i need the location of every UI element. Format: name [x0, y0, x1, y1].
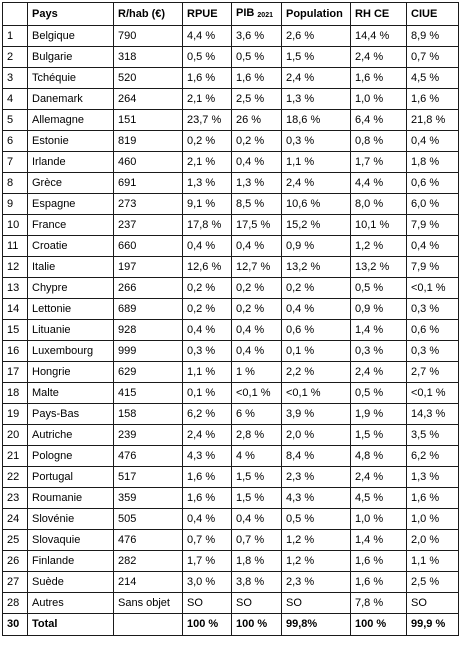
table-row [3, 383, 459, 404]
cell-rhce: 1,6 % [351, 68, 407, 89]
table-body [3, 26, 459, 636]
cell-rhce: 1,7 % [351, 152, 407, 173]
cell-rpue: 0,2 % [183, 299, 232, 320]
cell-ciue: 14,3 % [407, 404, 459, 425]
cell-index: 20 [3, 425, 28, 446]
cell-rhab: 476 [114, 446, 183, 467]
cell-pays: Portugal [28, 467, 114, 488]
cell-ciue: 6,2 % [407, 446, 459, 467]
cell-pays: Croatie [28, 236, 114, 257]
cell-pays: Lettonie [28, 299, 114, 320]
cell-pib: 1,5 % [232, 467, 282, 488]
cell-index: 2 [3, 47, 28, 68]
cell-rhab: 158 [114, 404, 183, 425]
table-row [3, 236, 459, 257]
cell-population: 2,4 % [282, 68, 351, 89]
cell-pays: Pays-Bas [28, 404, 114, 425]
cell-pays: Danemark [28, 89, 114, 110]
cell-rhce: 1,0 % [351, 89, 407, 110]
cell-pib: 17,5 % [232, 215, 282, 236]
cell-rpue: 12,6 % [183, 257, 232, 278]
cell-ciue: 0,4 % [407, 131, 459, 152]
header-population: Population [282, 3, 351, 26]
cell-pib: 6 % [232, 404, 282, 425]
cell-ciue: 2,7 % [407, 362, 459, 383]
cell-pib: 1,6 % [232, 68, 282, 89]
cell-rpue: 1,6 % [183, 467, 232, 488]
cell-rpue: 1,7 % [183, 551, 232, 572]
table-row [3, 446, 459, 467]
header-pib-year: 2021 [257, 12, 273, 19]
cell-pib: 0,2 % [232, 278, 282, 299]
cell-rhce: 4,5 % [351, 488, 407, 509]
cell-pib: 4 % [232, 446, 282, 467]
cell-index: 12 [3, 257, 28, 278]
table-row [3, 341, 459, 362]
cell-ciue: 1,8 % [407, 152, 459, 173]
header-row [3, 3, 459, 26]
table-row [3, 152, 459, 173]
cell-rhab: 520 [114, 68, 183, 89]
total-cell-rhce: 100 % [351, 614, 407, 636]
total-cell-rhab [114, 614, 183, 636]
cell-pays: Grèce [28, 173, 114, 194]
total-cell-pib: 100 % [232, 614, 282, 636]
cell-rhce: 8,0 % [351, 194, 407, 215]
cell-rhce: 2,4 % [351, 467, 407, 488]
cell-rhab: 318 [114, 47, 183, 68]
cell-pib: 8,5 % [232, 194, 282, 215]
cell-index: 22 [3, 467, 28, 488]
cell-rhce: 4,8 % [351, 446, 407, 467]
cell-ciue: 6,0 % [407, 194, 459, 215]
cell-rpue: 9,1 % [183, 194, 232, 215]
cell-population: 2,2 % [282, 362, 351, 383]
cell-rhce: 0,5 % [351, 278, 407, 299]
cell-pays: Malte [28, 383, 114, 404]
cell-ciue: 2,0 % [407, 530, 459, 551]
cell-rhce: 1,0 % [351, 509, 407, 530]
cell-population: 1,2 % [282, 551, 351, 572]
cell-rhab: 629 [114, 362, 183, 383]
cell-pib: 0,4 % [232, 509, 282, 530]
cell-pib: 0,4 % [232, 236, 282, 257]
total-row [3, 614, 459, 636]
cell-index: 10 [3, 215, 28, 236]
cell-rhab: 197 [114, 257, 183, 278]
cell-rpue: 4,3 % [183, 446, 232, 467]
cell-rhce: 2,4 % [351, 362, 407, 383]
total-cell-pays: Total [28, 614, 114, 636]
header-pib-label: PIB [236, 7, 255, 19]
cell-index: 14 [3, 299, 28, 320]
cell-rhab: 819 [114, 131, 183, 152]
cell-rpue: 3,0 % [183, 572, 232, 593]
cell-pays: Slovénie [28, 509, 114, 530]
cell-pays: Estonie [28, 131, 114, 152]
cell-pib: 26 % [232, 110, 282, 131]
cell-pib: <0,1 % [232, 383, 282, 404]
cell-rhce: 0,3 % [351, 341, 407, 362]
cell-index: 8 [3, 173, 28, 194]
cell-population: 2,3 % [282, 467, 351, 488]
cell-pays: Slovaquie [28, 530, 114, 551]
cell-rhab: Sans objet [114, 593, 183, 614]
cell-index: 21 [3, 446, 28, 467]
header-rhce: RH CE [351, 3, 407, 26]
table-wrapper [2, 2, 459, 636]
cell-ciue: <0,1 % [407, 383, 459, 404]
cell-rhab: 239 [114, 425, 183, 446]
cell-population: 2,6 % [282, 26, 351, 47]
table-row [3, 110, 459, 131]
table-row [3, 320, 459, 341]
cell-pays: Luxembourg [28, 341, 114, 362]
cell-index: 26 [3, 551, 28, 572]
cell-population: 18,6 % [282, 110, 351, 131]
cell-rhab: 237 [114, 215, 183, 236]
cell-population: 13,2 % [282, 257, 351, 278]
cell-index: 13 [3, 278, 28, 299]
cell-pays: France [28, 215, 114, 236]
table-row [3, 173, 459, 194]
cell-ciue: <0,1 % [407, 278, 459, 299]
table-row [3, 299, 459, 320]
cell-ciue: 1,0 % [407, 509, 459, 530]
cell-pib: 1,5 % [232, 488, 282, 509]
cell-ciue: 7,9 % [407, 215, 459, 236]
cell-pays: Finlande [28, 551, 114, 572]
cell-pays: Bulgarie [28, 47, 114, 68]
cell-rpue: 1,6 % [183, 488, 232, 509]
cell-ciue: 0,6 % [407, 173, 459, 194]
table-row [3, 467, 459, 488]
cell-population: SO [282, 593, 351, 614]
table-row [3, 404, 459, 425]
table-row [3, 215, 459, 236]
cell-rhce: 0,8 % [351, 131, 407, 152]
cell-ciue: 0,7 % [407, 47, 459, 68]
cell-ciue: 1,6 % [407, 89, 459, 110]
cell-rhab: 505 [114, 509, 183, 530]
header-ciue: CIUE [407, 3, 459, 26]
cell-ciue: 2,5 % [407, 572, 459, 593]
cell-pays: Suède [28, 572, 114, 593]
cell-pib: 2,5 % [232, 89, 282, 110]
cell-index: 16 [3, 341, 28, 362]
cell-pib: 1,3 % [232, 173, 282, 194]
table-row [3, 425, 459, 446]
cell-pib: 12,7 % [232, 257, 282, 278]
cell-rhce: 1,4 % [351, 530, 407, 551]
cell-rhab: 928 [114, 320, 183, 341]
table-row [3, 572, 459, 593]
cell-pays: Irlande [28, 152, 114, 173]
table-row [3, 593, 459, 614]
cell-population: 3,9 % [282, 404, 351, 425]
total-cell-population: 99,8% [282, 614, 351, 636]
table-row [3, 551, 459, 572]
cell-index: 3 [3, 68, 28, 89]
cell-pays: Allemagne [28, 110, 114, 131]
cell-ciue: 1,3 % [407, 467, 459, 488]
cell-rpue: 23,7 % [183, 110, 232, 131]
cell-population: 1,5 % [282, 47, 351, 68]
cell-rpue: 0,7 % [183, 530, 232, 551]
cell-ciue: 8,9 % [407, 26, 459, 47]
header-index [3, 3, 28, 26]
cell-rpue: 0,5 % [183, 47, 232, 68]
total-cell-rpue: 100 % [183, 614, 232, 636]
cell-population: 0,5 % [282, 509, 351, 530]
cell-rhab: 264 [114, 89, 183, 110]
table-row [3, 47, 459, 68]
table-row [3, 26, 459, 47]
cell-rhce: 0,5 % [351, 383, 407, 404]
cell-ciue: 21,8 % [407, 110, 459, 131]
cell-ciue: 3,5 % [407, 425, 459, 446]
cell-rhab: 460 [114, 152, 183, 173]
table-row [3, 131, 459, 152]
cell-ciue: 7,9 % [407, 257, 459, 278]
cell-pib: 0,4 % [232, 152, 282, 173]
cell-pays: Italie [28, 257, 114, 278]
header-pib [232, 3, 282, 26]
table-row [3, 530, 459, 551]
cell-index: 28 [3, 593, 28, 614]
cell-population: 1,3 % [282, 89, 351, 110]
cell-index: 15 [3, 320, 28, 341]
cell-pays: Lituanie [28, 320, 114, 341]
table-row [3, 278, 459, 299]
eu-budget-table [2, 2, 459, 636]
cell-ciue: 0,3 % [407, 341, 459, 362]
cell-population: 10,6 % [282, 194, 351, 215]
cell-population: 2,3 % [282, 572, 351, 593]
cell-rpue: 2,1 % [183, 152, 232, 173]
cell-population: 1,1 % [282, 152, 351, 173]
cell-rhab: 689 [114, 299, 183, 320]
cell-pays: Belgique [28, 26, 114, 47]
cell-rhce: 10,1 % [351, 215, 407, 236]
cell-rpue: 1,1 % [183, 362, 232, 383]
cell-rhce: 14,4 % [351, 26, 407, 47]
cell-rpue: 0,4 % [183, 509, 232, 530]
cell-rhce: 13,2 % [351, 257, 407, 278]
table-row [3, 488, 459, 509]
table-row [3, 509, 459, 530]
cell-rhab: 517 [114, 467, 183, 488]
cell-population: 15,2 % [282, 215, 351, 236]
cell-ciue: 0,6 % [407, 320, 459, 341]
cell-rhce: 1,4 % [351, 320, 407, 341]
cell-index: 4 [3, 89, 28, 110]
cell-rhce: 1,6 % [351, 551, 407, 572]
cell-rpue: 4,4 % [183, 26, 232, 47]
cell-rpue: 17,8 % [183, 215, 232, 236]
cell-rpue: SO [183, 593, 232, 614]
cell-pib: SO [232, 593, 282, 614]
cell-rhab: 266 [114, 278, 183, 299]
cell-rpue: 0,1 % [183, 383, 232, 404]
header-rpue: RPUE [183, 3, 232, 26]
cell-rhab: 214 [114, 572, 183, 593]
cell-rhab: 415 [114, 383, 183, 404]
cell-population: 0,3 % [282, 131, 351, 152]
table-row [3, 194, 459, 215]
cell-pib: 2,8 % [232, 425, 282, 446]
cell-pib: 0,4 % [232, 320, 282, 341]
cell-rhce: 2,4 % [351, 47, 407, 68]
cell-ciue: 4,5 % [407, 68, 459, 89]
cell-pays: Tchéquie [28, 68, 114, 89]
cell-rhce: 1,2 % [351, 236, 407, 257]
cell-population: 0,2 % [282, 278, 351, 299]
cell-pib: 0,4 % [232, 341, 282, 362]
cell-population: 0,1 % [282, 341, 351, 362]
cell-population: 8,4 % [282, 446, 351, 467]
cell-rpue: 2,1 % [183, 89, 232, 110]
header-rhab: R/hab (€) [114, 3, 183, 26]
cell-rpue: 0,4 % [183, 320, 232, 341]
cell-ciue: 1,1 % [407, 551, 459, 572]
cell-pib: 3,6 % [232, 26, 282, 47]
cell-population: 1,2 % [282, 530, 351, 551]
cell-index: 17 [3, 362, 28, 383]
table-row [3, 257, 459, 278]
cell-index: 6 [3, 131, 28, 152]
cell-rhab: 999 [114, 341, 183, 362]
cell-pays: Pologne [28, 446, 114, 467]
cell-population: 4,3 % [282, 488, 351, 509]
cell-index: 23 [3, 488, 28, 509]
cell-pays: Espagne [28, 194, 114, 215]
cell-rhce: 6,4 % [351, 110, 407, 131]
cell-rpue: 0,2 % [183, 278, 232, 299]
cell-rhab: 359 [114, 488, 183, 509]
cell-index: 7 [3, 152, 28, 173]
cell-rhce: 7,8 % [351, 593, 407, 614]
cell-rhce: 0,9 % [351, 299, 407, 320]
cell-rhce: 1,9 % [351, 404, 407, 425]
header-pays: Pays [28, 3, 114, 26]
cell-pays: Roumanie [28, 488, 114, 509]
cell-pib: 0,2 % [232, 131, 282, 152]
cell-pib: 1 % [232, 362, 282, 383]
total-cell-index: 30 [3, 614, 28, 636]
cell-pays: Chypre [28, 278, 114, 299]
cell-index: 9 [3, 194, 28, 215]
table-row [3, 68, 459, 89]
cell-rhab: 476 [114, 530, 183, 551]
cell-pib: 0,2 % [232, 299, 282, 320]
cell-population: 0,9 % [282, 236, 351, 257]
cell-index: 5 [3, 110, 28, 131]
cell-rpue: 0,2 % [183, 131, 232, 152]
cell-rpue: 6,2 % [183, 404, 232, 425]
cell-ciue: 0,4 % [407, 236, 459, 257]
cell-ciue: 1,6 % [407, 488, 459, 509]
cell-rhab: 660 [114, 236, 183, 257]
cell-rpue: 1,3 % [183, 173, 232, 194]
cell-rhab: 282 [114, 551, 183, 572]
cell-index: 1 [3, 26, 28, 47]
cell-pib: 3,8 % [232, 572, 282, 593]
table-row [3, 362, 459, 383]
cell-index: 27 [3, 572, 28, 593]
cell-rhab: 151 [114, 110, 183, 131]
cell-rhab: 691 [114, 173, 183, 194]
cell-pays: Hongrie [28, 362, 114, 383]
total-cell-ciue: 99,9 % [407, 614, 459, 636]
cell-pays: Autriche [28, 425, 114, 446]
cell-rhce: 1,5 % [351, 425, 407, 446]
cell-pib: 1,8 % [232, 551, 282, 572]
cell-rhce: 4,4 % [351, 173, 407, 194]
cell-population: <0,1 % [282, 383, 351, 404]
table-row [3, 89, 459, 110]
cell-index: 11 [3, 236, 28, 257]
cell-population: 0,6 % [282, 320, 351, 341]
cell-ciue: 0,3 % [407, 299, 459, 320]
cell-pib: 0,7 % [232, 530, 282, 551]
cell-pays: Autres [28, 593, 114, 614]
cell-index: 18 [3, 383, 28, 404]
cell-rhab: 790 [114, 26, 183, 47]
cell-rhab: 273 [114, 194, 183, 215]
cell-rpue: 0,4 % [183, 236, 232, 257]
cell-index: 25 [3, 530, 28, 551]
cell-population: 0,4 % [282, 299, 351, 320]
cell-pib: 0,5 % [232, 47, 282, 68]
cell-rpue: 0,3 % [183, 341, 232, 362]
cell-ciue: SO [407, 593, 459, 614]
cell-index: 19 [3, 404, 28, 425]
cell-rhce: 1,6 % [351, 572, 407, 593]
cell-rpue: 2,4 % [183, 425, 232, 446]
cell-rpue: 1,6 % [183, 68, 232, 89]
cell-index: 24 [3, 509, 28, 530]
cell-population: 2,4 % [282, 173, 351, 194]
cell-population: 2,0 % [282, 425, 351, 446]
